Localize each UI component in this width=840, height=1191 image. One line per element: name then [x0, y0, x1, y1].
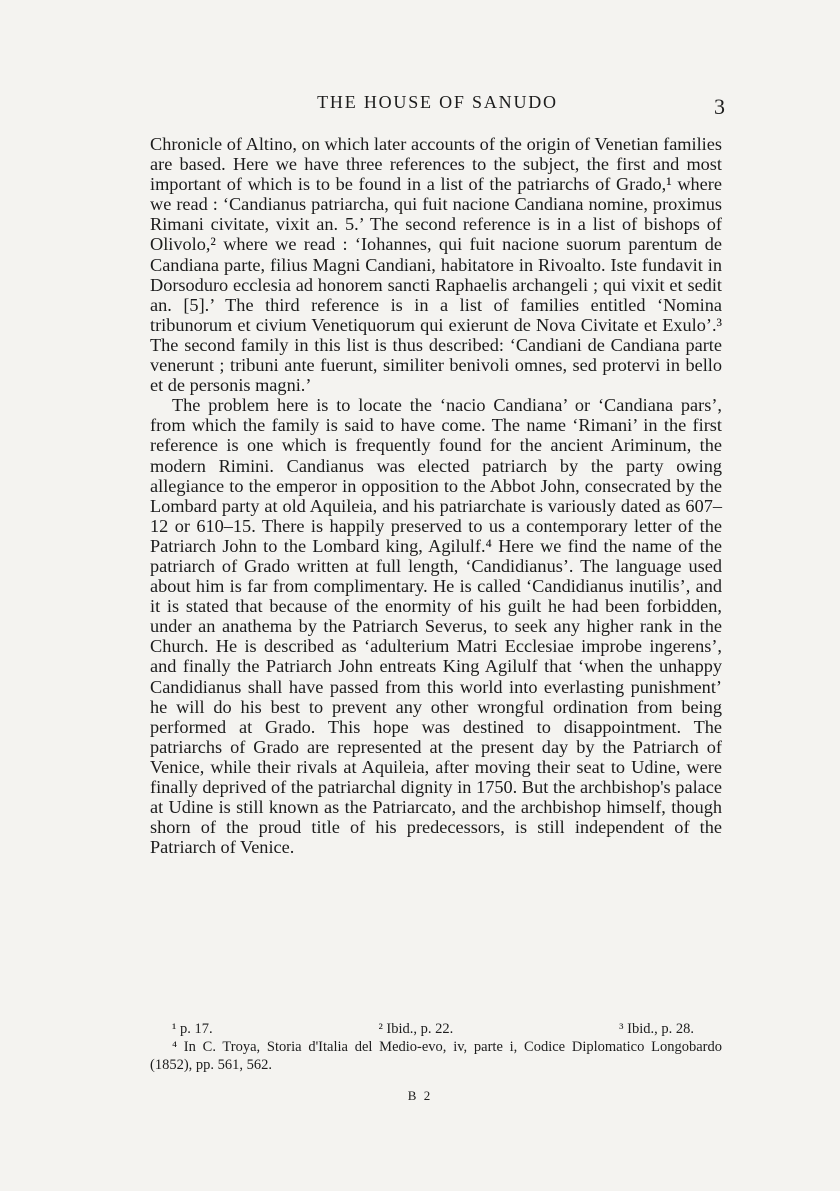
- paragraph-1: Chronicle of Altino, on which later accounts of the origin of Venetian families are based. Here we have three references to the subject, the first and most important of which is to be found in a list of the patriarchs of Grado,¹ where we read : ‘Candianus patriarcha, qui fuit nacione Candiana nomine, proximus Rimani civitate, vixit an. 5.’ The second reference is in a list of bishops of Olivolo,² where we read : ‘Iohannes, qui fuit nacione suorum parentum de Candiana parte, filius Magni Candiani, habitatore in Rivoalto. Iste fundavit in Dorsoduro ecclesia ad honorem sancti Raphaelis archangeli ; qui vixit et sedit an. [5].’ The third reference is in a list of families entitled ‘Nomina tribunorum et civium Venetiquorum qui exierunt de Nova Civitate et Exulo’.³ The second family in this list is thus described: ‘Candiani de Candiana parte venerunt ; tribuni ante fuerunt, similiter benivoli omnes, sed protervi in bello et de personis magni.’: [150, 134, 722, 396]
- footnote-4: ⁴ In C. Troya, Storia d'Italia del Medio-evo, iv, parte i, Codice Diplomatico Longobardo (1852), pp. 561, 562.: [150, 1039, 722, 1073]
- body-text: [150, 134, 722, 857]
- page-number: 3: [714, 94, 725, 119]
- page-header: [150, 92, 725, 120]
- footnote-row: [150, 1020, 722, 1038]
- footnote-1: ¹ p. 17.: [172, 1021, 213, 1037]
- signature-mark: B 2: [407, 1088, 433, 1103]
- footnote-2: ² Ibid., p. 22.: [378, 1021, 454, 1037]
- running-title: THE HOUSE OF SANUDO: [317, 92, 558, 112]
- footnotes: [150, 1020, 722, 1074]
- paragraph-2: The problem here is to locate the ‘nacio Candiana’ or ‘Candiana pars’, from which the family is said to have come. The name ‘Rimani’ in the first reference is one which is frequently found for the ancient Ariminum, the modern Rimini. Candianus was elected patriarch by the party owing allegiance to the emperor in opposition to the Abbot John, consecrated by the Lombard party at old Aquileia, and his patriarchate is variously dated as 607–12 or 610–15. There is happily preserved to us a contemporary letter of the Patriarch John to the Lombard king, Agilulf.⁴ Here we find the name of the patriarch of Grado written at full length, ‘Candidianus’. The language used about him is far from complimentary. He is called ‘Candidianus inutilis’, and it is stated that because of the enormity of his guilt he had been forbidden, under an anathema by the Patriarch Severus, to seek any higher rank in the Church. He is described as ‘adulterium Matri Ecclesiae improbe ingerens’, and finally the Patriarch John entreats King Agilulf that ‘when the unhappy Candidianus shall have passed from this world into everlasting punishment’ he will do his best to prevent any other wrongful ordination from being performed at Grado. This hope was destined to disappointment. The patriarchs of Grado are represented at the present day by the Patriarch of Venice, while their rivals at Aquileia, after moving their seat to Udine, were finally deprived of the patriarchal dignity in 1750. But the archbishop's palace at Udine is still known as the Patriarcato, and the archbishop himself, though shorn of the proud title of his predecessors, is still independent of the Patriarch of Venice.: [150, 395, 722, 858]
- footnote-3: ³ Ibid., p. 28.: [619, 1021, 694, 1037]
